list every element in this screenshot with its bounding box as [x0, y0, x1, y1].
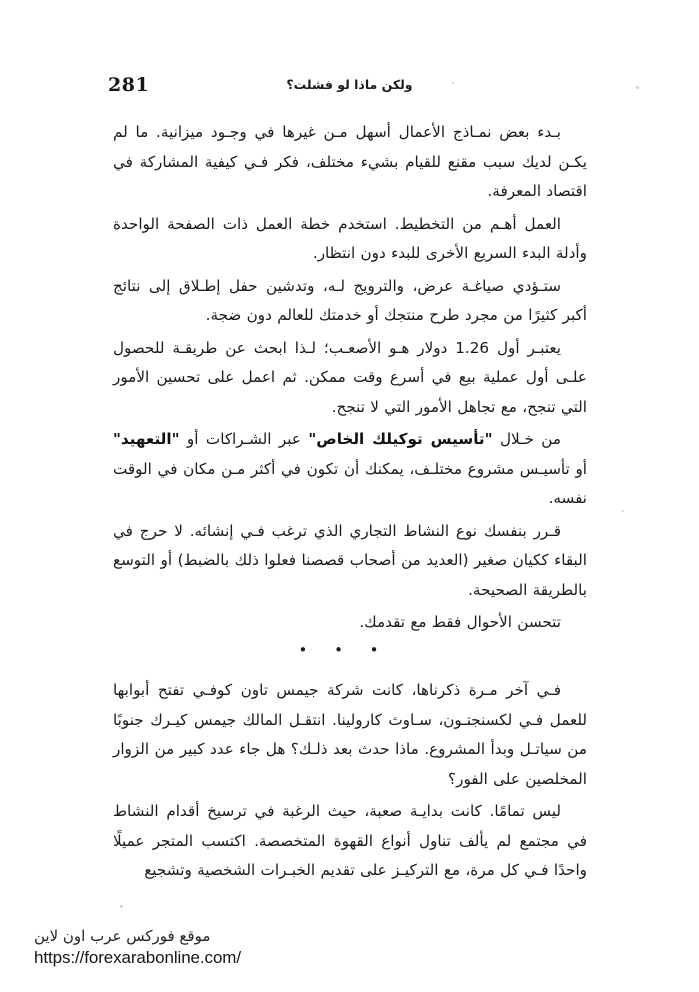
quoted-term-one: "تأسيس توكيلك الخاص"	[308, 430, 493, 448]
scan-speck	[636, 86, 639, 89]
page-number: 281	[108, 74, 150, 96]
quoted-term-two: "التعهيد"	[113, 430, 180, 448]
paragraph: قـرر بنفسك نوع النشاط التجاري الذي ترغب فـي إنشائه. لا حرج في البقاء ككيان صغير (العديد من أصحاب قصصنا فعلوا ذلك بالضبط) أو التوسع بالطريقة الصحيحة.	[113, 521, 587, 599]
watermark-url: https://forexarabonline.com/	[34, 948, 241, 968]
paragraph: فـي آخر مـرة ذكرناها، كانت شركة جيمس تاون كوفـي تفتح أبوابها للعمل فـي لكسنجتـون، سـاوث كارولينا. انتقـل المالك جيمس كيـرك جنوبًا من سياتـل وبدأ المشروع. ماذا حدث بعد ذلـك؟ هل جاء عدد كبير من الزوار المخلصين على الفور؟	[113, 681, 587, 788]
paragraph: ليس تمامًا. كانت بدايـة صعبة، حيث الرغبة في ترسيخ أقدام النشاط في مجتمع لم يألف تناول أنواع القهوة المتخصصة. اكتسب المتجر عميلًا واحدًا فـي كل مرة، مع التركيـز على تقديم الخبـرات الشخصية وتشجيع	[113, 802, 587, 879]
quote-connector: عبر الشـراكات أو	[179, 430, 309, 448]
scan-speck	[622, 510, 624, 512]
running-head	[108, 72, 591, 102]
scan-speck	[452, 82, 454, 84]
paragraph: تتحسن الأحوال فقط مع تقدمك.	[359, 613, 561, 631]
section-break-dinkus: • • •	[298, 641, 390, 659]
watermark-site-name: موقع فوركس عرب اون لاين	[34, 926, 211, 945]
paragraph: العمل أهـم من التخطيط. استخدم خطة العمل ذات الصفحة الواحدة وأدلة البدء السريع الأخرى للبدء دون انتظار.	[113, 214, 587, 262]
paragraph: يعتبـر أول 1.26 دولار هـو الأصعـب؛ لـذا ابحث عن طريقـة للحصول علـى أول عملية بيع في أسرع وقت ممكن. ثم اعمل على تحسين الأمور التي تنجح، مع تجاهل الأمور التي لا تنجح.	[113, 338, 587, 416]
paragraph: بـدء بعض نمـاذج الأعمال أسهل مـن غيرها في وجـود ميزانية. ما لم يكـن لديك سبب مقنع للقيام بشيء مختلف، فكر فـي كيفية المشاركة في اقتصاد المعرفة.	[113, 123, 587, 200]
scan-speck	[120, 905, 123, 908]
body-text-column	[113, 118, 587, 641]
paragraph-with-quotes	[113, 425, 587, 514]
chapter-running-title: ولكن ماذا لو فشلت؟	[286, 77, 413, 92]
watermark	[34, 926, 244, 970]
paragraph: ستـؤدي صياغـة عرض، والترويج لـه، وتدشين حفل إطـلاق إلى نتائج أكبر كثيرًا من مجرد طرح منتجك أو خدمتك للعالم دون ضجة.	[113, 276, 587, 324]
body-text-column-lower	[113, 676, 587, 889]
quote-lead-in: من خـلال	[492, 430, 561, 448]
quote-trailing-text: أو تأسيـس مشروع مختلـف، يمكنك أن تكون في أكثر مـن مكان في الوقت نفسه.	[113, 459, 587, 507]
